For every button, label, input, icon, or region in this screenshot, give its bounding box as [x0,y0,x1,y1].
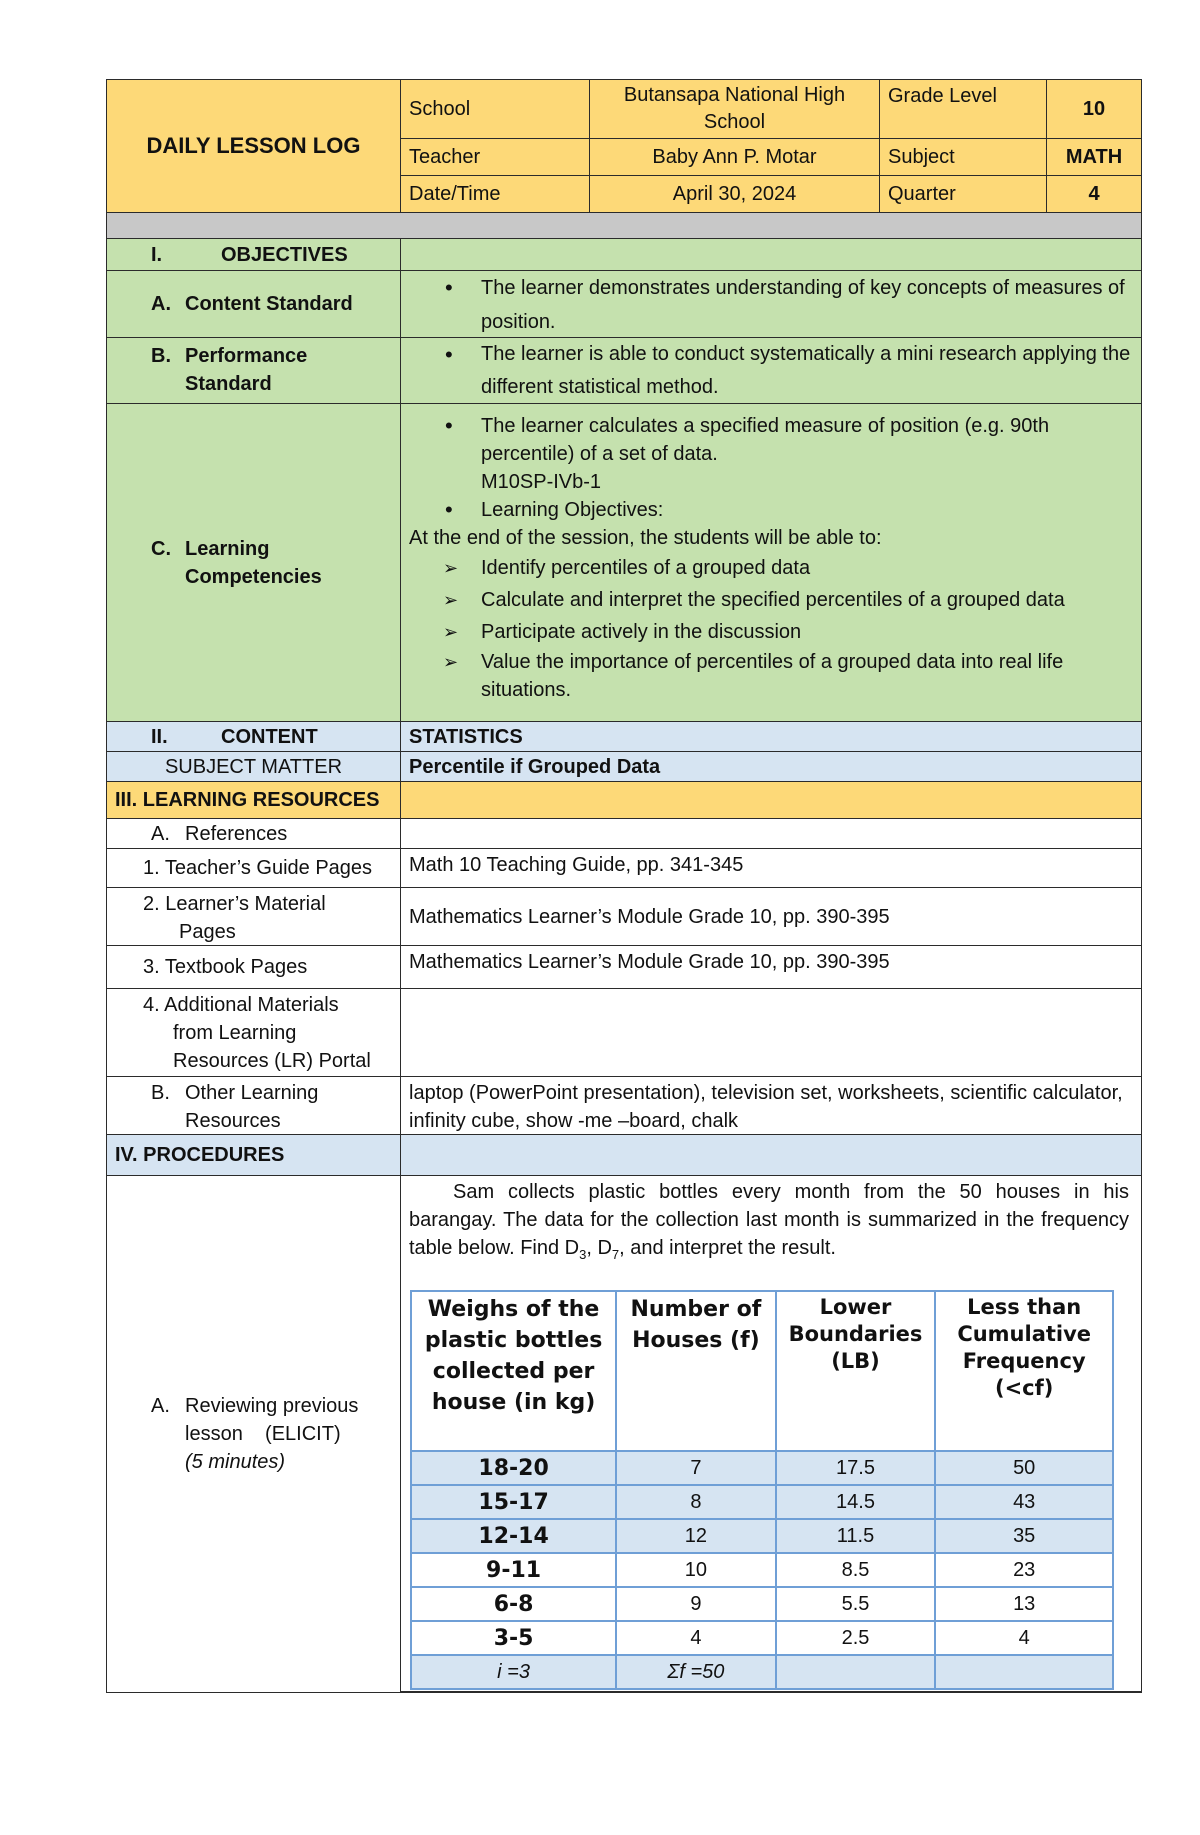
performance-standard-text: • The learner is able to conduct systematically a mini research applying the different statistical method. [400,337,1142,404]
additional-materials-label: 4. Additional Materials from Learning Resources (LR) Portal [106,988,401,1077]
resources-heading: III. LEARNING RESOURCES [106,781,401,819]
class-width: i =3 [411,1655,616,1689]
table-header-lower-boundaries: Lower Boundaries (LB) [776,1291,936,1451]
frequency-table [410,1290,1114,1690]
performance-standard-label: B. Performance Standard [106,337,401,404]
lc-item: ➢ Value the importance of percentiles of a grouped data into real life situations. [409,648,1133,704]
additional-materials-value [400,988,1142,1077]
table-header-cumulative: Less than Cumulative Frequency (<cf) [935,1291,1113,1451]
table-row: 18-20 7 17.5 50 [411,1451,1113,1485]
grade-value: 10 [1046,79,1142,139]
learning-competencies-label: C. Learning Competencies [106,403,401,722]
lc-item: ➢ Participate actively in the discussion [409,616,1133,648]
quarter-label: Quarter [879,175,1047,213]
content-value: STATISTICS [400,721,1142,752]
subject-matter-value: Percentile if Grouped Data [400,751,1142,782]
school-value: Butansapa National High School [589,79,880,139]
grade-label: Grade Level [879,79,1047,139]
content-heading: II. CONTENT [106,721,401,752]
lc-bullet-2: • Learning Objectives: [409,496,1133,524]
references-label: A. References [106,818,401,849]
review-lesson-label: A. Reviewing previous lesson (ELICIT) (5 minutes) [106,1175,401,1693]
table-header-weight: Weighs of the plastic bottles collected per house (in kg) [411,1291,616,1451]
references-blank [400,818,1142,849]
subject-value: MATH [1046,138,1142,176]
problem-statement: Sam collects plastic bottles every month from the 50 houses in his barangay. The data for the collection last month is summarized in the frequency table below. Find $D_3$, $D_7$, and interpret the result. [409,1181,1129,1262]
content-standard-label: A. Content Standard [106,270,401,338]
lc-intro: At the end of the session, the students will be able to: [409,527,882,549]
learners-material-label: 2. Learner’s Material Pages [106,887,401,946]
objectives-heading: I. OBJECTIVES [106,238,401,271]
other-resources-value: laptop (PowerPoint presentation), television set, worksheets, scientific calculator, infinity cube, show -me –board, chalk [400,1076,1142,1135]
table-row: 6-8 9 5.5 13 [411,1587,1113,1621]
teacher-value: Baby Ann P. Motar [589,138,880,176]
content-standard-text: • The learner demonstrates understanding of key concepts of measures of position. [400,270,1142,338]
other-resources-label: B. Other Learning Resources [106,1076,401,1135]
learners-material-value: Mathematics Learner’s Module Grade 10, pp. 390-395 [400,887,1142,946]
table-row: 3-5 4 2.5 4 [411,1621,1113,1655]
table-row: 12-14 12 11.5 35 [411,1519,1113,1553]
school-label: School [400,79,590,139]
subject-matter-label: SUBJECT MATTER [106,751,401,782]
resources-blank [400,781,1142,819]
footer-blank [776,1655,936,1689]
date-value: April 30, 2024 [589,175,880,213]
objectives-blank [400,238,1142,271]
separator-bar [106,212,1142,239]
teacher-label: Teacher [400,138,590,176]
lc-item: ➢ Calculate and interpret the specified percentiles of a grouped data [409,584,1133,616]
frequency-sum: Σf =50 [616,1655,775,1689]
lc-bullet-1: • The learner calculates a specified measure of position (e.g. 90th percentile) of a set of data. M10SP-IVb-1 [409,412,1133,496]
lc-item: ➢ Identify percentiles of a grouped data [409,552,1133,584]
textbook-label: 3. Textbook Pages [106,945,401,989]
textbook-value: Mathematics Learner’s Module Grade 10, pp. 390-395 [400,945,1142,989]
table-row: 9-11 10 8.5 23 [411,1553,1113,1587]
bottom-rule [400,1691,1142,1693]
date-label: Date/Time [400,175,590,213]
table-header-houses: Number of Houses (f) [616,1291,775,1451]
learning-competencies-text [400,403,1142,722]
teachers-guide-value: Math 10 Teaching Guide, pp. 341-345 [400,848,1142,888]
procedures-heading: IV. PROCEDURES [106,1134,401,1176]
table-footer-row [411,1655,1113,1689]
footer-blank [935,1655,1113,1689]
log-title: DAILY LESSON LOG [106,79,401,213]
subject-label: Subject [879,138,1047,176]
quarter-value: 4 [1046,175,1142,213]
table-row: 15-17 8 14.5 43 [411,1485,1113,1519]
teachers-guide-label: 1. Teacher’s Guide Pages [106,848,401,888]
procedures-blank [400,1134,1142,1176]
